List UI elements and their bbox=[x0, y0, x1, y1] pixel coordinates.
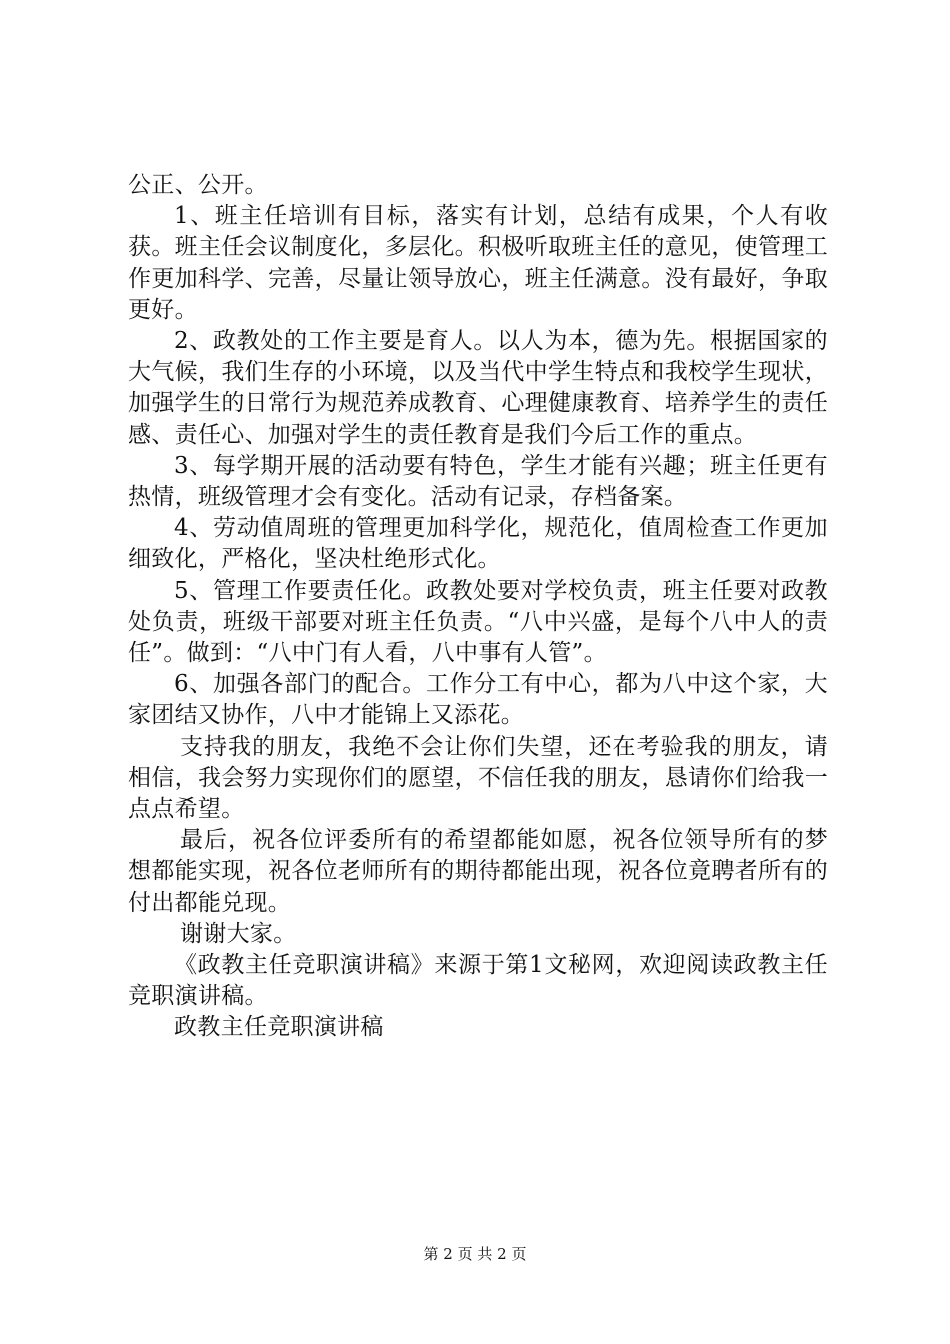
document-body bbox=[128, 170, 828, 1044]
paragraph-item-2: 2、政教处的工作主要是育人。以人为本，德为先。根据国家的大气候，我们生存的小环境，以及当代中学生特点和我校学生现状，加强学生的日常行为规范养成教育、心理健康教育、培养学生的责任感、责任心、加强对学生的责任教育是我们今后工作的重点。 bbox=[128, 328, 828, 448]
page-footer: 第 2 页 共 2 页 bbox=[423, 1245, 527, 1263]
paragraph-closing-wishes: 最后，祝各位评委所有的希望都能如愿，祝各位领导所有的梦想都能实现，祝各位老师所有的期待都能出现，祝各位竟聘者所有的付出都能兑现。 bbox=[128, 827, 828, 916]
paragraph-item-3: 3、每学期开展的活动要有特色，学生才能有兴趣；班主任更有热情，班级管理才会有变化。活动有记录，存档备案。 bbox=[128, 452, 828, 511]
paragraph-title-line: 政教主任竞职演讲稿 bbox=[174, 1014, 384, 1041]
paragraph-item-1: 1、班主任培训有目标，落实有计划，总结有成果，个人有收获。班主任会议制度化，多层化。积极听取班主任的意见，使管理工作更加科学、完善，尽量让领导放心，班主任满意。没有最好，争取更好。 bbox=[128, 203, 828, 323]
paragraph-item-4: 4、劳动值周班的管理更加科学化，规范化，值周检查工作更加细致化，严格化，坚决杜绝形式化。 bbox=[128, 515, 828, 573]
paragraph-opening: 公正、公开。 bbox=[128, 172, 268, 198]
paragraph-friends: 支持我的朋友，我绝不会让你们失望，还在考验我的朋友，请相信，我会努力实现你们的愿望，不信任我的朋友，恳请你们给我一点点希望。 bbox=[128, 733, 828, 823]
paragraph-item-5: 5、管理工作要责任化。政教处要对学校负责，班主任要对政教处负责，班级干部要对班主任负责。“八中兴盛，是每个八中人的责任”。做到：“八中门有人看，八中事有人管”。 bbox=[128, 577, 828, 667]
paragraph-item-6: 6、加强各部门的配合。工作分工有中心，都为八中这个家，大家团结又协作，八中才能锦上又添花。 bbox=[128, 671, 828, 729]
paragraph-source-note: 《政教主任竞职演讲稿》来源于第1文秘网，欢迎阅读政教主任竞职演讲稿。 bbox=[128, 952, 828, 1010]
paragraph-thanks: 谢谢大家。 bbox=[180, 920, 297, 947]
